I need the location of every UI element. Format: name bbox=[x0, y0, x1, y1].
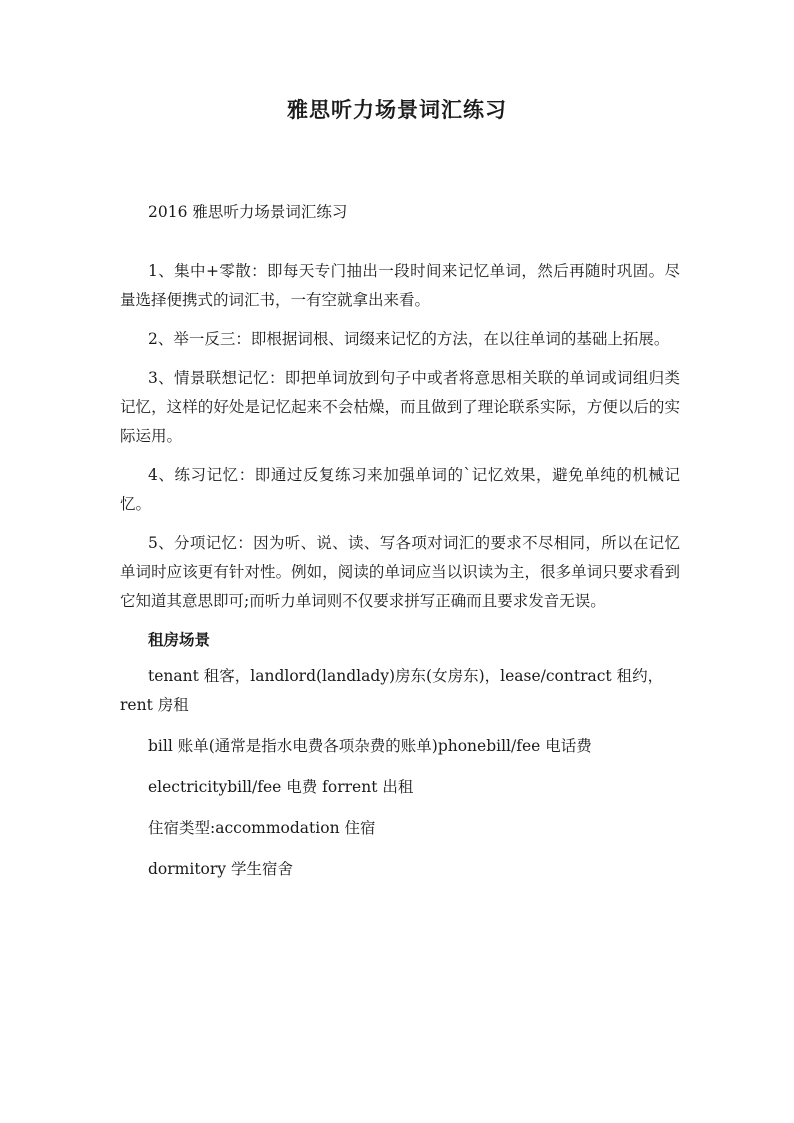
vocab-entry: dormitory 学生宿舍 bbox=[148, 860, 293, 878]
section-heading-renting: 租房场景 bbox=[148, 631, 211, 649]
document-title: 雅思听力场景词汇练习 bbox=[287, 97, 507, 122]
vocab-entry: electricitybill/fee 电费 forrent 出租 bbox=[148, 778, 414, 796]
vocab-entry: bill 账单(通常是指水电费各项杂费的账单)phonebill/fee 电话费 bbox=[148, 737, 592, 755]
vocab-entry: tenant 租客，landlord(landlady)房东(女房东)，lease/contract 租约，rent 房租 bbox=[120, 667, 664, 714]
tip-paragraph-3: 3、情景联想记忆：即把单词放到句子中或者将意思相关联的单词或词组归类记忆，这样的好处是记忆起来不会枯燥，而且做到了理论联系实际，方便以后的实际运用。 bbox=[120, 369, 680, 445]
document-body bbox=[120, 198, 680, 884]
tip-paragraph-5: 5、分项记忆：因为听、说、读、写各项对词汇的要求不尽相同，所以在记忆单词时应该更有针对性。例如，阅读的单词应当以识读为主，很多单词只要求看到它知道其意思即可;而听力单词则不仅要求拼写正确而且要求发音无误。 bbox=[120, 534, 680, 610]
tip-paragraph-2: 2、举一反三：即根据词根、词缀来记忆的方法，在以往单词的基础上拓展。 bbox=[148, 330, 670, 348]
tip-paragraph-4: 4、练习记忆：即通过反复练习来加强单词的`记忆效果，避免单纯的机械记忆。 bbox=[120, 466, 680, 513]
subtitle: 2016 雅思听力场景词汇练习 bbox=[148, 203, 348, 221]
tip-paragraph-1: 1、集中+零散：即每天专门抽出一段时间来记忆单词，然后再随时巩固。尽量选择便携式的词汇书，一有空就拿出来看。 bbox=[120, 262, 680, 309]
vocab-entry: 住宿类型:accommodation 住宿 bbox=[148, 819, 376, 837]
